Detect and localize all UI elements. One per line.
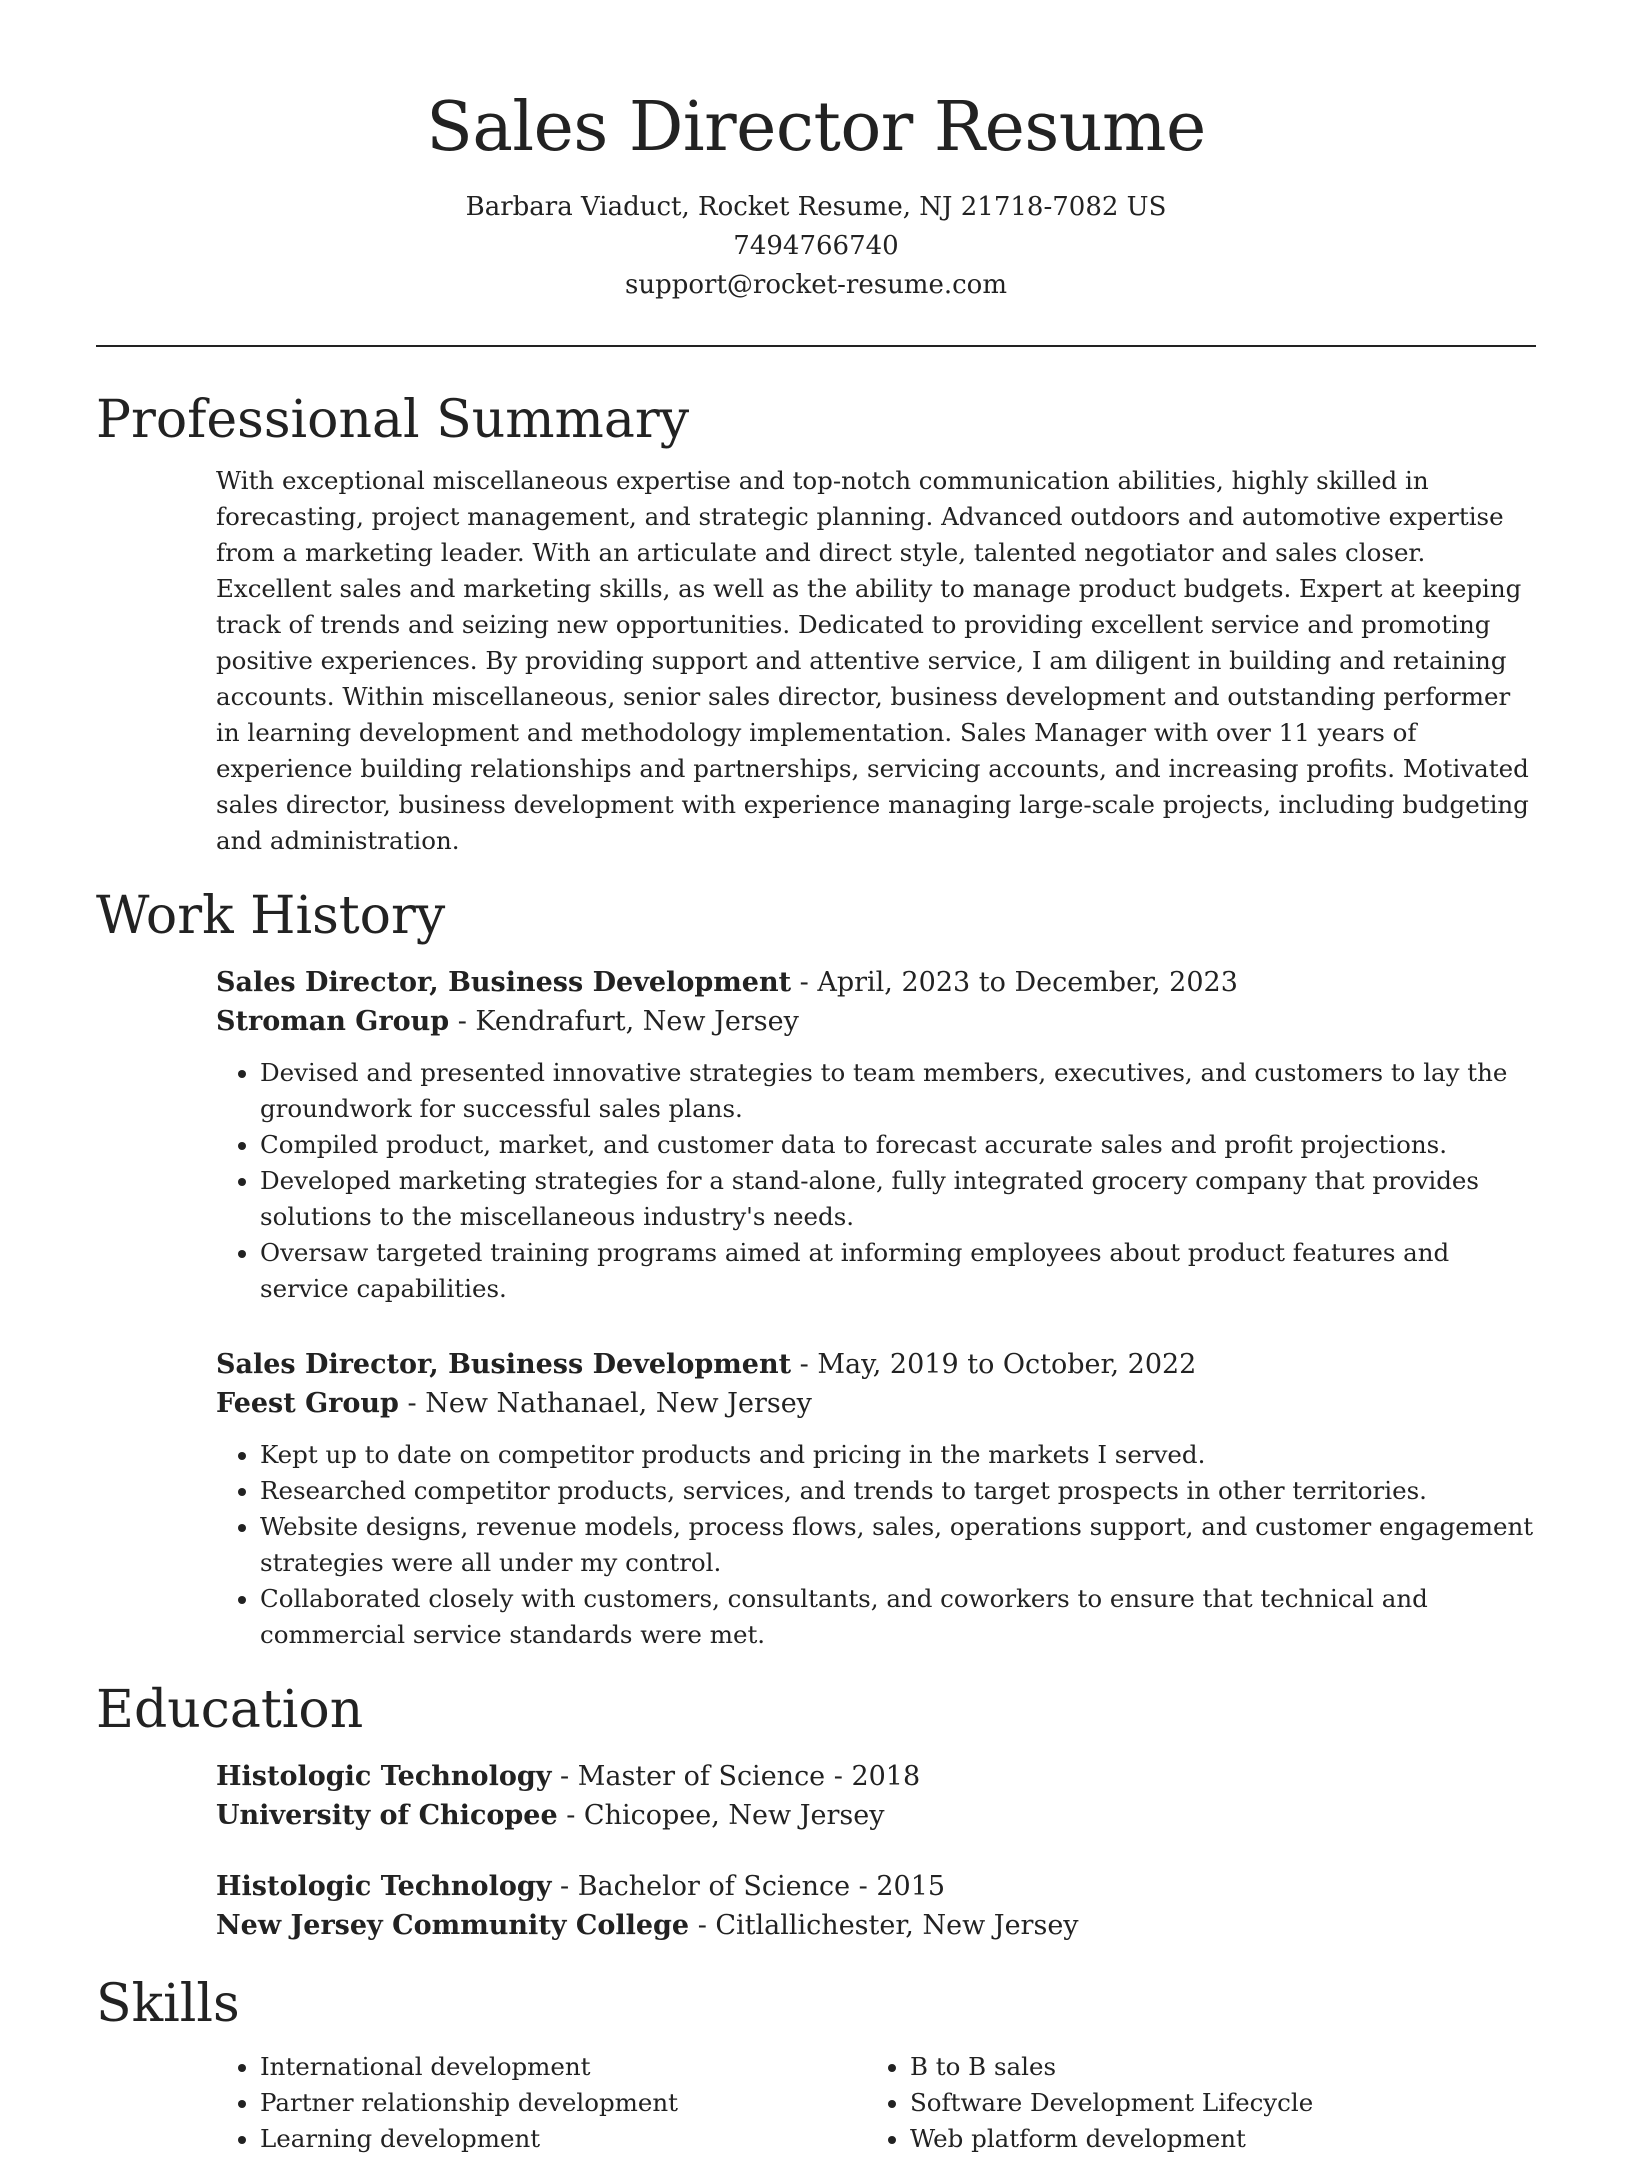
work-history-heading: Work History	[96, 886, 446, 946]
job-company: Feest Group	[216, 1388, 399, 1419]
education-school-line	[216, 1796, 1536, 1835]
job-title-line	[216, 963, 1536, 1002]
job-bullet: • Developed marketing strategies for a stand-alone, fully integrated grocery company that provides solutions to the miscellaneous industry's needs.	[260, 1163, 1536, 1235]
job-bullet: • Oversaw targeted training programs aimed at informing employees about product features and service capabilities.	[260, 1235, 1536, 1307]
education-school-line	[216, 1906, 1536, 1945]
education-entry	[216, 1867, 1536, 1945]
skills-heading: Skills	[96, 1974, 240, 2034]
job-dates: - May, 2019 to October, 2022	[791, 1349, 1197, 1380]
contact-info	[96, 188, 1536, 305]
contact-phone: 7494766740	[733, 231, 899, 261]
education-degree: - Bachelor of Science - 2015	[551, 1871, 946, 1902]
header-divider	[96, 345, 1536, 347]
skills-list	[216, 2049, 1536, 2157]
page-title: Sales Director Resume	[426, 88, 1206, 167]
education-location: - Chicopee, New Jersey	[557, 1800, 885, 1831]
resume-header	[96, 0, 1536, 305]
skills-section	[96, 1971, 1536, 2157]
education-section	[96, 1677, 1536, 1945]
summary-section	[96, 387, 1536, 859]
job-dates: - April, 2023 to December, 2023	[791, 967, 1238, 998]
skill-item: • B to B sales	[910, 2049, 1516, 2085]
education-school: University of Chicopee	[216, 1800, 558, 1831]
education-field: Histologic Technology	[216, 1871, 552, 1902]
job-bullet: • Devised and presented innovative strategies to team members, executives, and customers to lay the groundwork for successful sales plans.	[260, 1055, 1536, 1127]
job-company-line	[216, 1384, 1536, 1423]
job-bullets	[216, 1437, 1536, 1653]
education-school: New Jersey Community College	[216, 1910, 690, 1941]
job-location: - New Nathanael, New Jersey	[398, 1388, 812, 1419]
job-entry	[216, 963, 1536, 1307]
work-history-section	[96, 883, 1536, 1653]
skill-item: • Learning development	[260, 2121, 866, 2157]
job-bullet: • Website designs, revenue models, process flows, sales, operations support, and customer engagement strategies were all under my control.	[260, 1509, 1536, 1581]
job-title: Sales Director, Business Development	[216, 1349, 792, 1380]
summary-heading: Professional Summary	[96, 390, 690, 450]
job-title-line	[216, 1345, 1536, 1384]
education-field: Histologic Technology	[216, 1761, 552, 1792]
contact-email: support@rocket-resume.com	[624, 270, 1007, 300]
skill-item: • Web platform development	[910, 2121, 1516, 2157]
job-company: Stroman Group	[216, 1006, 450, 1037]
resume-page	[96, 0, 1536, 2157]
job-title: Sales Director, Business Development	[216, 967, 792, 998]
skill-item: • Partner relationship development	[260, 2085, 866, 2121]
job-entry	[216, 1345, 1536, 1653]
skills-column-left	[216, 2049, 866, 2157]
skill-item: • International development	[260, 2049, 866, 2085]
job-bullet: • Compiled product, market, and customer data to forecast accurate sales and profit projections.	[260, 1127, 1536, 1163]
contact-address: Barbara Viaduct, Rocket Resume, NJ 21718-7082 US	[465, 192, 1167, 222]
education-degree-line	[216, 1757, 1536, 1796]
education-location: - Citlallichester, New Jersey	[689, 1910, 1079, 1941]
education-degree: - Master of Science - 2018	[551, 1761, 921, 1792]
education-heading: Education	[96, 1680, 364, 1740]
skills-column-right	[866, 2049, 1516, 2157]
job-bullet: • Kept up to date on competitor products and pricing in the markets I served.	[260, 1437, 1536, 1473]
job-bullets	[216, 1055, 1536, 1307]
education-entry	[216, 1757, 1536, 1835]
job-company-line	[216, 1002, 1536, 1041]
job-bullet: • Researched competitor products, services, and trends to target prospects in other territories.	[260, 1473, 1536, 1509]
job-location: - Kendrafurt, New Jersey	[449, 1006, 799, 1037]
summary-text: With exceptional miscellaneous expertise and top-notch communication abilities, highly skilled in forecasting, project management, and strategic planning. Advanced outdoors and automotive expertise from a marketing leader. With an articulate and direct style, talented negotiator and sales closer. Excellent sales and marketing skills, as well as the ability to manage product budgets. Expert at keeping track of trends and seizing new opportunities. Dedicated to providing excellent service and promoting positive experiences. By providing support and attentive service, I am diligent in building and retaining accounts. Within miscellaneous, senior sales director, business development and outstanding performer in learning development and methodology implementation. Sales Manager with over 11 years of experience building relationships and partnerships, servicing accounts, and increasing profits. Motivated sales director, business development with experience managing large-scale projects, including budgeting and administration.	[216, 466, 1529, 855]
skill-item: • Software Development Lifecycle	[910, 2085, 1516, 2121]
job-bullet: • Collaborated closely with customers, consultants, and coworkers to ensure that technical and commercial service standards were met.	[260, 1581, 1536, 1653]
education-degree-line	[216, 1867, 1536, 1906]
